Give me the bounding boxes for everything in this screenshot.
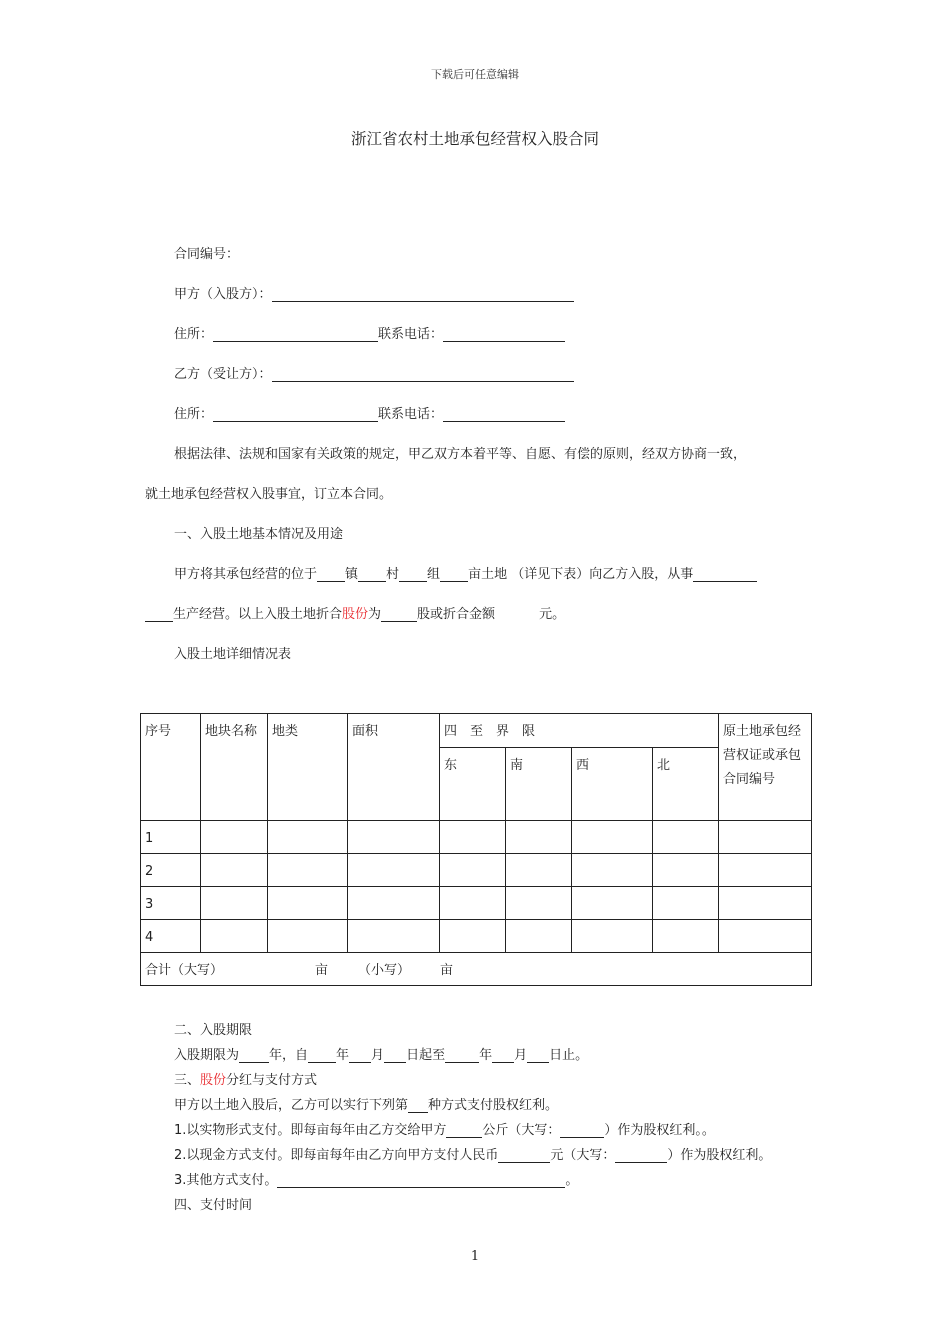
- cell[interactable]: [201, 887, 268, 920]
- mu-unit: 亩: [315, 963, 329, 978]
- table-row: [141, 854, 812, 887]
- party-b-label: 乙方（受让方）：: [174, 367, 272, 382]
- method-choice-blank[interactable]: [408, 1098, 428, 1113]
- cell[interactable]: [201, 854, 268, 887]
- mu-unit: 亩: [440, 963, 454, 978]
- s3-text: 种方式支付股权红利。: [428, 1098, 559, 1113]
- cell[interactable]: [719, 854, 812, 887]
- header-south: 南: [506, 747, 572, 820]
- section-3-heading: [174, 1069, 317, 1088]
- s2-text: 入股期限为: [174, 1048, 240, 1063]
- s1-text: 股或折合金额: [417, 607, 496, 622]
- share-highlight: 股份: [200, 1073, 227, 1088]
- table-row: [141, 920, 812, 953]
- section-1-line-1: [174, 563, 757, 582]
- total-cell[interactable]: [141, 953, 812, 986]
- kg-words-blank[interactable]: [560, 1123, 604, 1138]
- s1-text: 亩土地 （详见下表）向乙方入股，从事: [468, 567, 694, 582]
- table-row: [141, 887, 812, 920]
- s1-text: 为: [368, 607, 382, 622]
- s3-heading-prefix: 三、: [174, 1073, 201, 1088]
- land-details-table: [140, 713, 812, 986]
- s2-text: 年: [336, 1048, 350, 1063]
- s1-text: 生产经营。以上入股土地折合: [173, 607, 343, 622]
- s3-text: 3.其他方式支付。: [174, 1173, 278, 1188]
- cell[interactable]: [201, 920, 268, 953]
- section-3-intro: [174, 1094, 558, 1113]
- shares-blank[interactable]: [381, 607, 417, 622]
- village-blank[interactable]: [358, 567, 386, 582]
- s3-text: 1.以实物形式支付。即每亩每年由乙方交给甲方: [174, 1123, 447, 1138]
- cell[interactable]: [506, 821, 572, 854]
- cell[interactable]: [348, 887, 440, 920]
- s3-heading-suffix: 分红与支付方式: [226, 1073, 318, 1088]
- s3-text: ）作为股权红利。: [667, 1148, 772, 1163]
- s2-text: 日起至: [406, 1048, 446, 1063]
- cell[interactable]: [440, 920, 506, 953]
- section-2-line: [174, 1044, 588, 1063]
- header-no: 序号: [141, 714, 201, 821]
- party-b-address-blank[interactable]: [213, 407, 378, 422]
- party-a-address-line: [174, 323, 565, 342]
- s3-text: ）作为股权红利。。: [604, 1123, 715, 1138]
- s3-text: 2.以现金方式支付。即每亩每年由乙方向甲方支付人民币: [174, 1148, 499, 1163]
- s1-text: 村: [386, 567, 400, 582]
- end-month-blank[interactable]: [492, 1048, 514, 1063]
- start-day-blank[interactable]: [384, 1048, 406, 1063]
- share-highlight: 股份: [342, 607, 369, 622]
- address-label: 住所：: [174, 407, 214, 422]
- cell[interactable]: [506, 854, 572, 887]
- cell[interactable]: [653, 887, 719, 920]
- small-label: （小写）: [358, 963, 411, 978]
- phone-label: 联系电话：: [378, 407, 444, 422]
- cell[interactable]: [348, 821, 440, 854]
- s3-text: 甲方以土地入股后，乙方可以实行下列第: [174, 1098, 409, 1113]
- cell[interactable]: [572, 854, 653, 887]
- preamble-line-1: 根据法律、法规和国家有关政策的规定，甲乙双方本着平等、自愿、有偿的原则，经双方协商一致，: [174, 447, 747, 462]
- s3-text: 。: [565, 1173, 579, 1188]
- cell[interactable]: [440, 887, 506, 920]
- payment-option-3: [174, 1169, 578, 1188]
- kg-blank[interactable]: [446, 1123, 482, 1138]
- cell[interactable]: [506, 887, 572, 920]
- header-east: 东: [440, 747, 506, 820]
- header-plot-name: 地块名称: [201, 714, 268, 821]
- s1-text: 甲方将其承包经营的位于: [174, 567, 318, 582]
- cell[interactable]: [268, 887, 348, 920]
- cell[interactable]: [348, 854, 440, 887]
- cell[interactable]: [719, 821, 812, 854]
- end-year-blank[interactable]: [445, 1048, 479, 1063]
- cell[interactable]: [653, 821, 719, 854]
- s1-text: 组: [427, 567, 441, 582]
- rmb-words-blank[interactable]: [615, 1148, 667, 1163]
- start-year-blank[interactable]: [308, 1048, 336, 1063]
- s2-text: 年: [479, 1048, 493, 1063]
- business-blank-cont[interactable]: [145, 607, 173, 622]
- address-label: 住所：: [174, 327, 214, 342]
- cell[interactable]: [348, 920, 440, 953]
- header-certificate: 原土地承包经营权证或承包合同编号: [719, 714, 812, 821]
- section-2-heading: 二、入股期限: [174, 1023, 253, 1038]
- cell[interactable]: [572, 887, 653, 920]
- header-west: 西: [572, 747, 653, 820]
- cell[interactable]: [719, 920, 812, 953]
- town-blank[interactable]: [317, 567, 345, 582]
- phone-label: 联系电话：: [378, 327, 444, 342]
- row-number: 2: [141, 854, 201, 887]
- cell[interactable]: [719, 887, 812, 920]
- party-b-address-line: [174, 403, 565, 422]
- cell[interactable]: [268, 854, 348, 887]
- s2-text: 月: [371, 1048, 385, 1063]
- table-row: [141, 821, 812, 854]
- payment-option-2: [174, 1144, 771, 1163]
- cell[interactable]: [572, 920, 653, 953]
- s2-text: 日止。: [549, 1048, 589, 1063]
- document-title: 浙江省农村土地承包经营权入股合同: [350, 130, 599, 148]
- total-row: [141, 953, 812, 986]
- table-title: 入股土地详细情况表: [174, 647, 292, 662]
- party-a-label: 甲方（入股方）：: [174, 287, 272, 302]
- start-month-blank[interactable]: [349, 1048, 371, 1063]
- section-1-line-2: [145, 603, 565, 622]
- cell[interactable]: [268, 821, 348, 854]
- cell[interactable]: [440, 854, 506, 887]
- payment-option-1: [174, 1119, 715, 1138]
- group-blank[interactable]: [399, 567, 427, 582]
- s2-text: 月: [514, 1048, 528, 1063]
- years-blank[interactable]: [239, 1048, 269, 1063]
- header-area: 面积: [348, 714, 440, 821]
- cell[interactable]: [653, 920, 719, 953]
- page-number: 1: [470, 1249, 480, 1264]
- s1-text: 镇: [345, 567, 359, 582]
- end-day-blank[interactable]: [527, 1048, 549, 1063]
- party-b-line: [174, 363, 574, 382]
- row-number: 1: [141, 821, 201, 854]
- mu-blank[interactable]: [440, 567, 468, 582]
- cell[interactable]: [572, 821, 653, 854]
- header-north: 北: [653, 747, 719, 820]
- cell[interactable]: [506, 920, 572, 953]
- cell[interactable]: [268, 920, 348, 953]
- preamble-line-2: 就土地承包经营权入股事宜，订立本合同。: [145, 487, 393, 502]
- party-b-phone-blank[interactable]: [443, 407, 565, 422]
- header-boundaries: 四 至 界 限: [440, 714, 719, 748]
- cell[interactable]: [653, 854, 719, 887]
- section-1-heading: 一、入股土地基本情况及用途: [174, 527, 344, 542]
- s3-text: 元（大写：: [550, 1148, 616, 1163]
- party-a-line: [174, 283, 574, 302]
- cell[interactable]: [201, 821, 268, 854]
- row-number: 4: [141, 920, 201, 953]
- party-a-blank[interactable]: [272, 287, 574, 302]
- s3-text: 公斤（大写：: [482, 1123, 561, 1138]
- party-a-address-blank[interactable]: [213, 327, 378, 342]
- row-number: 3: [141, 887, 201, 920]
- contract-number-label: 合同编号：: [174, 247, 240, 262]
- s2-text: 年，自: [269, 1048, 309, 1063]
- s1-text: 元。: [539, 607, 566, 622]
- party-b-blank[interactable]: [272, 367, 574, 382]
- header-land-type: 地类: [268, 714, 348, 821]
- party-a-phone-blank[interactable]: [443, 327, 565, 342]
- header-note: 下载后可任意编辑: [431, 68, 519, 81]
- total-label: 合计（大写）: [145, 963, 224, 978]
- other-method-blank[interactable]: [277, 1173, 565, 1188]
- section-4-heading: 四、支付时间: [174, 1198, 253, 1213]
- business-blank[interactable]: [693, 567, 757, 582]
- cell[interactable]: [440, 821, 506, 854]
- rmb-blank[interactable]: [498, 1148, 550, 1163]
